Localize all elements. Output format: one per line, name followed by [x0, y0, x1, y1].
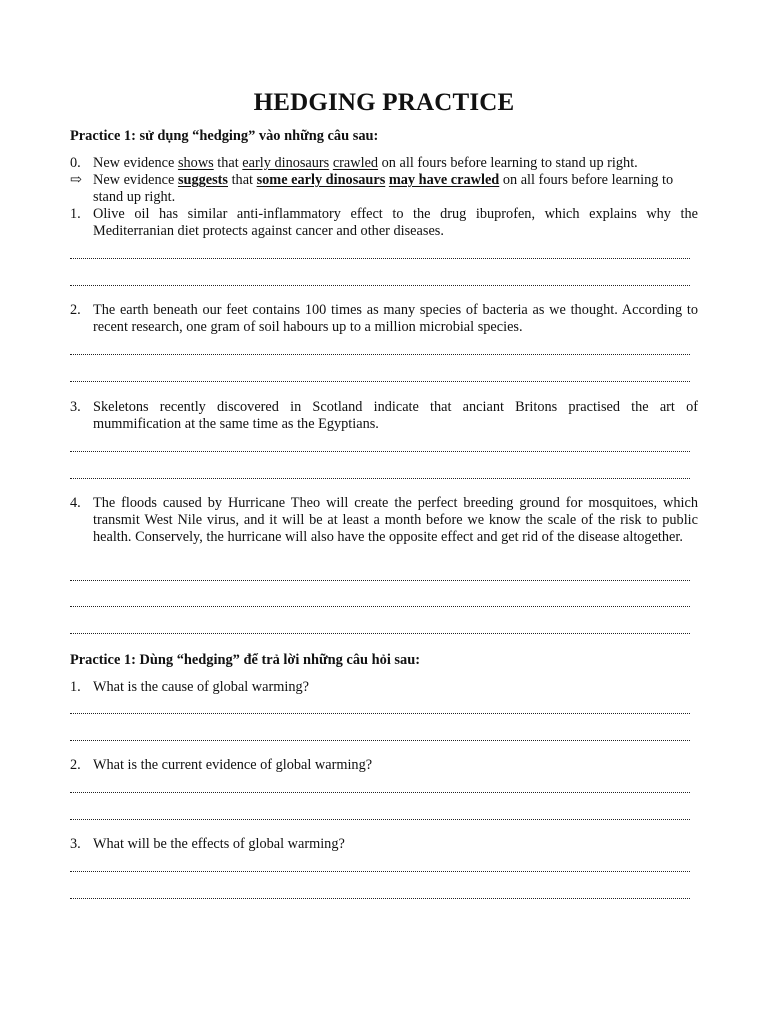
answer-line[interactable] [70, 871, 690, 874]
answer-line[interactable] [70, 792, 690, 795]
practice2-question-3 [70, 836, 698, 853]
question-text: What is the current evidence of global warming? [93, 757, 373, 773]
answer-line[interactable] [70, 451, 690, 454]
question-text: The earth beneath our feet contains 100 times as many species of bacteria as we thought. According to recent research, one gram of soil habours up to a million microbial species. [93, 302, 698, 335]
example-text: New evidence shows that early dinosaurs crawled on all fours before learning to stand up right. [93, 155, 638, 171]
question-number: 2. [70, 757, 81, 773]
practice1-heading: Practice 1: sử dụng “hedging” vào những câu sau: [70, 128, 379, 144]
practice1-question-2 [70, 302, 698, 336]
example-answer-text: New evidence suggests that some early dinosaurs may have crawled on all fours before learning to stand up right. [93, 172, 674, 205]
answer-line[interactable] [70, 819, 690, 822]
page-title: HEDGING PRACTICE [253, 89, 515, 116]
question-text: Skeletons recently discovered in Scotland indicate that anciant Britons practised the art of mummification at the same time as the Egyptians. [93, 399, 698, 432]
practice1-question-4 [70, 495, 698, 545]
answer-line[interactable] [70, 580, 690, 583]
practice1-question-3 [70, 399, 698, 433]
practice2-heading: Practice 1: Dùng “hedging” để trả lời những câu hỏi sau: [70, 652, 421, 668]
question-number: 3. [70, 399, 81, 415]
question-number: 2. [70, 302, 81, 318]
question-text: The floods caused by Hurricane Theo will create the perfect breeding ground for mosquitoes, which transmit West Nile virus, and it will be at least a month before we know the scale of the risk to public health. Conservely, the hurricane will also have the opposite effect and get rid of the disease altogether. [93, 495, 698, 545]
answer-line[interactable] [70, 740, 690, 743]
answer-line[interactable] [70, 354, 690, 357]
answer-line[interactable] [70, 633, 690, 636]
example-number: 0. [70, 155, 81, 171]
question-number: 1. [70, 206, 81, 222]
question-text: What is the cause of global warming? [93, 679, 309, 695]
answer-line[interactable] [70, 285, 690, 288]
question-text: What will be the effects of global warming? [93, 836, 345, 852]
practice2-question-1 [70, 679, 698, 696]
question-number: 1. [70, 679, 81, 695]
answer-line[interactable] [70, 381, 690, 384]
question-number: 4. [70, 495, 81, 511]
question-number: 3. [70, 836, 81, 852]
practice1-question-1 [70, 206, 698, 240]
question-text: Olive oil has similar anti-inflammatory effect to the drug ibuprofen, which explains why the Mediterranian diet protects against cancer and other diseases. [93, 206, 698, 239]
answer-line[interactable] [70, 606, 690, 609]
practice2-question-2 [70, 757, 698, 774]
answer-line[interactable] [70, 478, 690, 481]
answer-line[interactable] [70, 898, 690, 901]
example-sentence [70, 155, 698, 172]
answer-line[interactable] [70, 258, 690, 261]
answer-line[interactable] [70, 713, 690, 716]
example-answer [70, 172, 698, 206]
arrow-icon: ⇨ [70, 172, 82, 188]
